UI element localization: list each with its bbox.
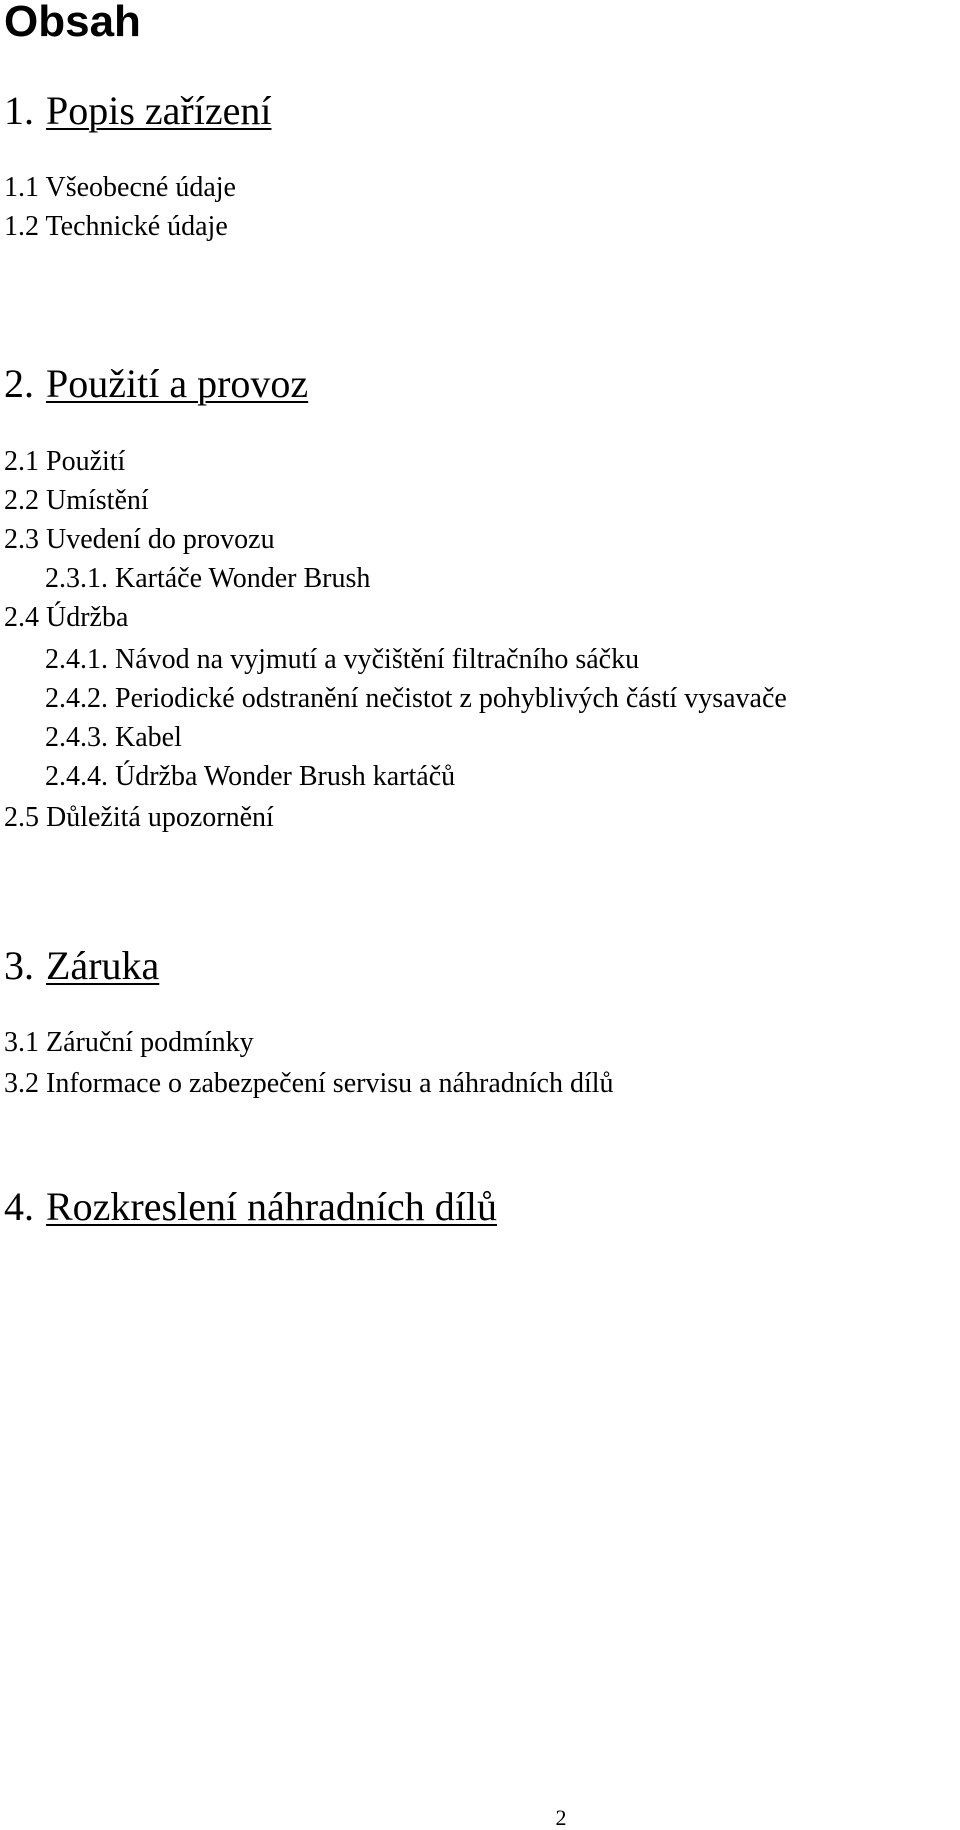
- toc-item-2-3-1[interactable]: 2.3.1. Kartáče Wonder Brush: [45, 563, 371, 594]
- toc-item-2-1[interactable]: 2.1 Použití: [4, 446, 126, 477]
- toc-item-2-4-2[interactable]: 2.4.2. Periodické odstranění nečistot z pohyblivých částí vysavače: [45, 683, 787, 714]
- toc-item-3-2[interactable]: 3.2 Informace o zabezpečení servisu a náhradních dílů: [4, 1068, 614, 1099]
- page-number: 2: [555, 1805, 567, 1830]
- toc-item-2-5[interactable]: 2.5 Důležitá upozornění: [4, 802, 274, 833]
- toc-item-1-2[interactable]: 1.2 Technické údaje: [4, 211, 228, 242]
- toc-item-2-3[interactable]: 2.3 Uvedení do provozu: [4, 524, 275, 555]
- section-title: Rozkreslení náhradních dílů: [46, 1184, 497, 1229]
- section-title: Záruka: [46, 943, 160, 988]
- toc-section-1[interactable]: [4, 88, 272, 134]
- section-title: Použití a provoz: [46, 361, 309, 406]
- toc-item-2-2[interactable]: 2.2 Umístění: [4, 485, 149, 516]
- section-number: 2.: [4, 361, 34, 406]
- toc-item-2-4-4[interactable]: 2.4.4. Údržba Wonder Brush kartáčů: [45, 761, 456, 792]
- toc-item-2-4-1[interactable]: 2.4.1. Návod na vyjmutí a vyčištění filtračního sáčku: [45, 644, 640, 675]
- toc-section-3[interactable]: [4, 943, 159, 989]
- toc-item-2-4[interactable]: 2.4 Údržba: [4, 602, 129, 633]
- toc-section-2[interactable]: [4, 361, 308, 407]
- section-number: 4.: [4, 1184, 34, 1229]
- toc-section-4[interactable]: [4, 1184, 497, 1230]
- section-title: Popis zařízení: [46, 88, 272, 133]
- section-number: 3.: [4, 943, 34, 988]
- toc-item-2-4-3[interactable]: 2.4.3. Kabel: [45, 722, 182, 753]
- page-title: Obsah: [4, 0, 141, 46]
- toc-item-3-1[interactable]: 3.1 Záruční podmínky: [4, 1027, 254, 1058]
- toc-item-1-1[interactable]: 1.1 Všeobecné údaje: [4, 172, 236, 203]
- section-number: 1.: [4, 88, 34, 133]
